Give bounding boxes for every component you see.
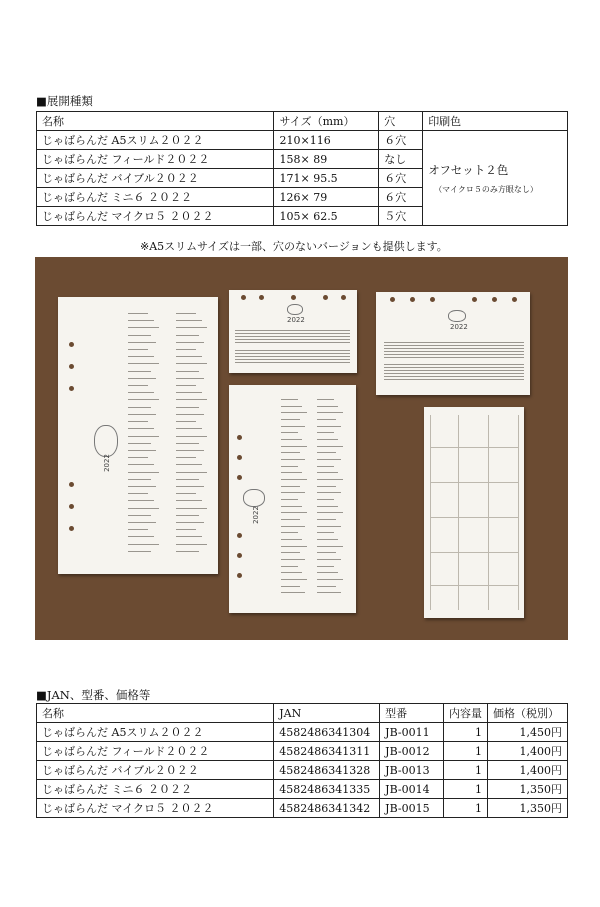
jan-header-row [37, 704, 568, 723]
calendar-mark [176, 529, 196, 530]
calendar-mark [128, 399, 159, 400]
calendar-mark [281, 506, 302, 507]
jan-code: 4582486341342 [274, 799, 380, 818]
calendar-mark [128, 529, 148, 530]
calendar-mark [128, 428, 154, 429]
calendar-mark [176, 486, 204, 487]
punch-hole [323, 295, 328, 300]
calendar-mark [281, 426, 305, 427]
calendar-mark [128, 472, 159, 473]
calendar-mark [128, 327, 159, 328]
calendar-mark [281, 446, 307, 447]
price: 1,350円 [488, 780, 568, 799]
calendar-mark [384, 370, 524, 371]
calendar-print [128, 313, 164, 558]
header-size: サイズ（mm） [274, 112, 379, 131]
calendar-mark [176, 515, 199, 516]
calendar-mark [128, 493, 148, 494]
calendar-mark [281, 452, 300, 453]
calendar-mark [176, 421, 196, 422]
calendar-mark [317, 492, 341, 493]
calendar-mark [235, 330, 350, 331]
calendar-mark [281, 406, 302, 407]
calendar-mark [281, 559, 305, 560]
product-name: じゃばらんだ フィールド２０２２ [37, 150, 274, 169]
calendar-mark [281, 419, 300, 420]
brand-logo-icon [243, 489, 265, 507]
punch-hole [69, 504, 74, 509]
product-size: 126× 79 [274, 188, 379, 207]
jan-price-table [36, 703, 568, 818]
quantity: 1 [444, 799, 488, 818]
calendar-mark [176, 493, 196, 494]
calendar-mark [128, 464, 154, 465]
calendar-mark [235, 339, 350, 340]
print-color-note: （マイクロ５のみ方眼なし） [434, 184, 538, 194]
header-price: 価格（税別） [488, 704, 568, 723]
header-model: 型番 [380, 704, 444, 723]
calendar-mark [281, 566, 298, 567]
calendar-mark [317, 486, 336, 487]
product-name: じゃばらんだ ミニ６ ２０２２ [37, 188, 274, 207]
jan-code: 4582486341335 [274, 780, 380, 799]
calendar-mark [176, 472, 207, 473]
calendar-mark [235, 350, 350, 351]
calendar-mark [317, 572, 338, 573]
header-holes: 穴 [379, 112, 423, 131]
calendar-mark [281, 586, 300, 587]
calendar-mark [317, 412, 343, 413]
grid-line [430, 585, 518, 586]
punch-hole [512, 297, 517, 302]
grid-line [458, 415, 459, 610]
calendar-mark [176, 342, 204, 343]
calendar-mark [176, 392, 202, 393]
calendar-mark [281, 479, 307, 480]
calendar-mark [176, 522, 204, 523]
calendar-mark [176, 450, 204, 451]
header-name: 名称 [37, 704, 274, 723]
calendar-mark [176, 363, 207, 364]
calendar-mark [317, 526, 341, 527]
calendar-mark [384, 367, 524, 368]
table-row [37, 761, 568, 780]
product-name: じゃばらんだ A5スリム２０２２ [37, 723, 274, 742]
grid-line [518, 415, 519, 610]
grid-line [430, 482, 518, 483]
punch-hole [69, 342, 74, 347]
punch-hole [291, 295, 296, 300]
calendar-mark [281, 519, 300, 520]
section-title-jan-price: ■JAN、型番、価格等 [36, 688, 151, 702]
product-holes: ６穴 [379, 131, 423, 150]
brand-logo-icon [94, 425, 118, 457]
product-size: 171× 95.5 [274, 169, 379, 188]
calendar-mark [317, 426, 341, 427]
calendar-mark [235, 362, 350, 363]
a5-slim-refill-card [58, 297, 218, 574]
calendar-mark [384, 357, 524, 358]
product-size: 210×116 [274, 131, 379, 150]
calendar-mark [128, 320, 154, 321]
quantity: 1 [444, 761, 488, 780]
print-color-cell [423, 131, 568, 226]
price: 1,350円 [488, 799, 568, 818]
calendar-print [384, 364, 524, 365]
calendar-mark [128, 407, 151, 408]
grid-line [430, 552, 518, 553]
model-number: JB-0013 [380, 761, 444, 780]
grid-line [430, 415, 431, 610]
punch-hole [237, 475, 242, 480]
calendar-mark [128, 457, 148, 458]
year-label: 2022 [450, 323, 468, 331]
calendar-mark [176, 320, 202, 321]
calendar-mark [176, 356, 202, 357]
calendar-mark [384, 345, 524, 346]
calendar-mark [317, 519, 336, 520]
calendar-mark [176, 313, 196, 314]
calendar-mark [128, 349, 148, 350]
calendar-mark [128, 522, 156, 523]
calendar-mark [128, 363, 159, 364]
calendar-mark [317, 579, 343, 580]
variants-header-row [37, 112, 568, 131]
calendar-mark [317, 432, 334, 433]
calendar-mark [281, 592, 305, 593]
calendar-mark [128, 421, 148, 422]
calendar-mark [384, 342, 524, 343]
product-size: 158× 89 [274, 150, 379, 169]
calendar-mark [317, 499, 334, 500]
calendar-mark [128, 450, 156, 451]
product-name: じゃばらんだ マイクロ５ ２０２２ [37, 799, 274, 818]
table-row [37, 131, 568, 150]
calendar-mark [176, 457, 196, 458]
calendar-mark [317, 506, 338, 507]
calendar-mark [317, 406, 338, 407]
calendar-mark [281, 539, 302, 540]
punch-hole [237, 533, 242, 538]
calendar-mark [281, 512, 307, 513]
calendar-mark [384, 351, 524, 352]
calendar-mark [128, 508, 159, 509]
calendar-mark [176, 443, 199, 444]
calendar-mark [128, 378, 156, 379]
a5-slim-footnote: ※A5スリムサイズは一部、穴のないバージョンも提供します。 [140, 240, 448, 253]
calendar-mark [128, 385, 148, 386]
punch-hole [472, 297, 477, 302]
table-row [37, 780, 568, 799]
calendar-mark [384, 373, 524, 374]
header-name: 名称 [37, 112, 274, 131]
calendar-mark [281, 572, 302, 573]
calendar-mark [176, 428, 202, 429]
header-jan: JAN [274, 704, 380, 723]
calendar-print [176, 313, 212, 558]
calendar-mark [317, 552, 336, 553]
model-number: JB-0012 [380, 742, 444, 761]
calendar-mark [128, 371, 151, 372]
calendar-mark [128, 479, 151, 480]
calendar-mark [317, 566, 334, 567]
calendar-print [317, 399, 347, 599]
calendar-mark [317, 452, 336, 453]
price: 1,400円 [488, 742, 568, 761]
calendar-mark [317, 399, 334, 400]
quantity: 1 [444, 723, 488, 742]
calendar-mark [176, 349, 196, 350]
calendar-mark [176, 385, 196, 386]
calendar-mark [384, 348, 524, 349]
calendar-mark [128, 515, 151, 516]
calendar-mark [176, 508, 207, 509]
calendar-mark [128, 551, 151, 552]
calendar-mark [128, 443, 151, 444]
product-name: じゃばらんだ フィールド２０２２ [37, 742, 274, 761]
calendar-mark [281, 579, 307, 580]
quantity: 1 [444, 780, 488, 799]
product-holes: ６穴 [379, 169, 423, 188]
grid-line [430, 447, 518, 448]
calendar-mark [128, 356, 154, 357]
brand-logo-icon [287, 304, 303, 315]
calendar-mark [317, 532, 334, 533]
calendar-mark [176, 335, 199, 336]
header-print-color: 印刷色 [423, 112, 568, 131]
calendar-mark [176, 436, 207, 437]
calendar-mark [176, 378, 204, 379]
product-name: じゃばらんだ バイブル２０２２ [37, 761, 274, 780]
calendar-mark [281, 432, 298, 433]
calendar-mark [384, 364, 524, 365]
calendar-mark [317, 559, 341, 560]
calendar-mark [281, 486, 300, 487]
calendar-mark [317, 459, 341, 460]
calendar-print [235, 330, 350, 331]
table-row [37, 723, 568, 742]
calendar-mark [281, 412, 307, 413]
jan-code: 4582486341304 [274, 723, 380, 742]
calendar-mark [128, 414, 156, 415]
calendar-mark [317, 479, 343, 480]
punch-hole [237, 435, 242, 440]
punch-hole [69, 482, 74, 487]
punch-hole [237, 553, 242, 558]
calendar-mark [235, 359, 350, 360]
calendar-mark [317, 439, 338, 440]
calendar-print [235, 350, 350, 351]
mini6-refill-card [376, 292, 530, 395]
calendar-mark [128, 536, 154, 537]
calendar-mark [235, 353, 350, 354]
product-size: 105× 62.5 [274, 207, 379, 226]
jan-code: 4582486341311 [274, 742, 380, 761]
calendar-mark [317, 539, 338, 540]
punch-hole [241, 295, 246, 300]
punch-hole [237, 573, 242, 578]
year-label: 2022 [251, 506, 260, 524]
field-refill-card [424, 407, 524, 618]
calendar-mark [235, 336, 350, 337]
punch-hole [69, 526, 74, 531]
calendar-mark [176, 371, 199, 372]
model-number: JB-0014 [380, 780, 444, 799]
brand-logo-icon [448, 310, 466, 322]
print-color: オフセット２色 [428, 162, 509, 177]
calendar-mark [281, 552, 300, 553]
product-photo [35, 257, 568, 640]
calendar-mark [128, 392, 154, 393]
price: 1,400円 [488, 761, 568, 780]
calendar-mark [317, 586, 336, 587]
calendar-mark [317, 472, 338, 473]
product-name: じゃばらんだ A5スリム２０２２ [37, 131, 274, 150]
model-number: JB-0015 [380, 799, 444, 818]
calendar-mark [176, 500, 202, 501]
calendar-mark [281, 532, 298, 533]
product-holes: なし [379, 150, 423, 169]
calendar-mark [235, 356, 350, 357]
punch-hole [237, 455, 242, 460]
year-label: 2022 [287, 316, 305, 324]
calendar-mark [176, 327, 207, 328]
calendar-mark [235, 342, 350, 343]
product-holes: ６穴 [379, 188, 423, 207]
calendar-mark [317, 546, 343, 547]
product-name: じゃばらんだ バイブル２０２２ [37, 169, 274, 188]
punch-hole [341, 295, 346, 300]
calendar-print [384, 342, 524, 343]
product-name: じゃばらんだ ミニ６ ２０２２ [37, 780, 274, 799]
product-name: じゃばらんだ マイクロ５ ２０２２ [37, 207, 274, 226]
calendar-mark [128, 313, 148, 314]
calendar-mark [317, 446, 343, 447]
punch-hole [492, 297, 497, 302]
calendar-mark [317, 512, 343, 513]
calendar-mark [176, 407, 199, 408]
product-holes: ５穴 [379, 207, 423, 226]
calendar-mark [128, 486, 156, 487]
model-number: JB-0011 [380, 723, 444, 742]
calendar-mark [176, 479, 199, 480]
punch-hole [69, 364, 74, 369]
header-qty: 内容量 [444, 704, 488, 723]
calendar-mark [317, 419, 336, 420]
calendar-mark [176, 536, 202, 537]
calendar-mark [281, 399, 298, 400]
calendar-mark [128, 500, 154, 501]
table-row [37, 742, 568, 761]
punch-hole [410, 297, 415, 302]
calendar-mark [176, 399, 207, 400]
calendar-mark [281, 466, 298, 467]
calendar-mark [281, 499, 298, 500]
calendar-mark [281, 439, 302, 440]
calendar-mark [128, 342, 156, 343]
calendar-mark [176, 464, 202, 465]
punch-hole [69, 386, 74, 391]
calendar-mark [281, 526, 305, 527]
micro5-refill-card [229, 290, 357, 373]
calendar-mark [317, 466, 334, 467]
calendar-mark [317, 592, 341, 593]
calendar-mark [384, 379, 524, 380]
calendar-mark [281, 492, 305, 493]
calendar-print [281, 399, 311, 599]
grid-line [488, 415, 489, 610]
calendar-mark [281, 472, 302, 473]
jan-code: 4582486341328 [274, 761, 380, 780]
calendar-mark [128, 436, 159, 437]
calendar-mark [176, 414, 204, 415]
grid-line [430, 517, 518, 518]
calendar-mark [384, 354, 524, 355]
punch-hole [390, 297, 395, 302]
calendar-mark [384, 376, 524, 377]
bible-refill-card [229, 385, 356, 613]
punch-hole [259, 295, 264, 300]
year-label: 2022 [102, 454, 111, 472]
quantity: 1 [444, 742, 488, 761]
price: 1,450円 [488, 723, 568, 742]
calendar-mark [176, 551, 199, 552]
calendar-mark [235, 333, 350, 334]
calendar-mark [128, 544, 159, 545]
punch-hole [430, 297, 435, 302]
calendar-mark [281, 546, 307, 547]
calendar-mark [176, 544, 207, 545]
table-row [37, 799, 568, 818]
section-title-variants: ■展開種類 [36, 94, 93, 108]
calendar-mark [128, 335, 151, 336]
variants-table [36, 111, 568, 226]
calendar-mark [281, 459, 305, 460]
